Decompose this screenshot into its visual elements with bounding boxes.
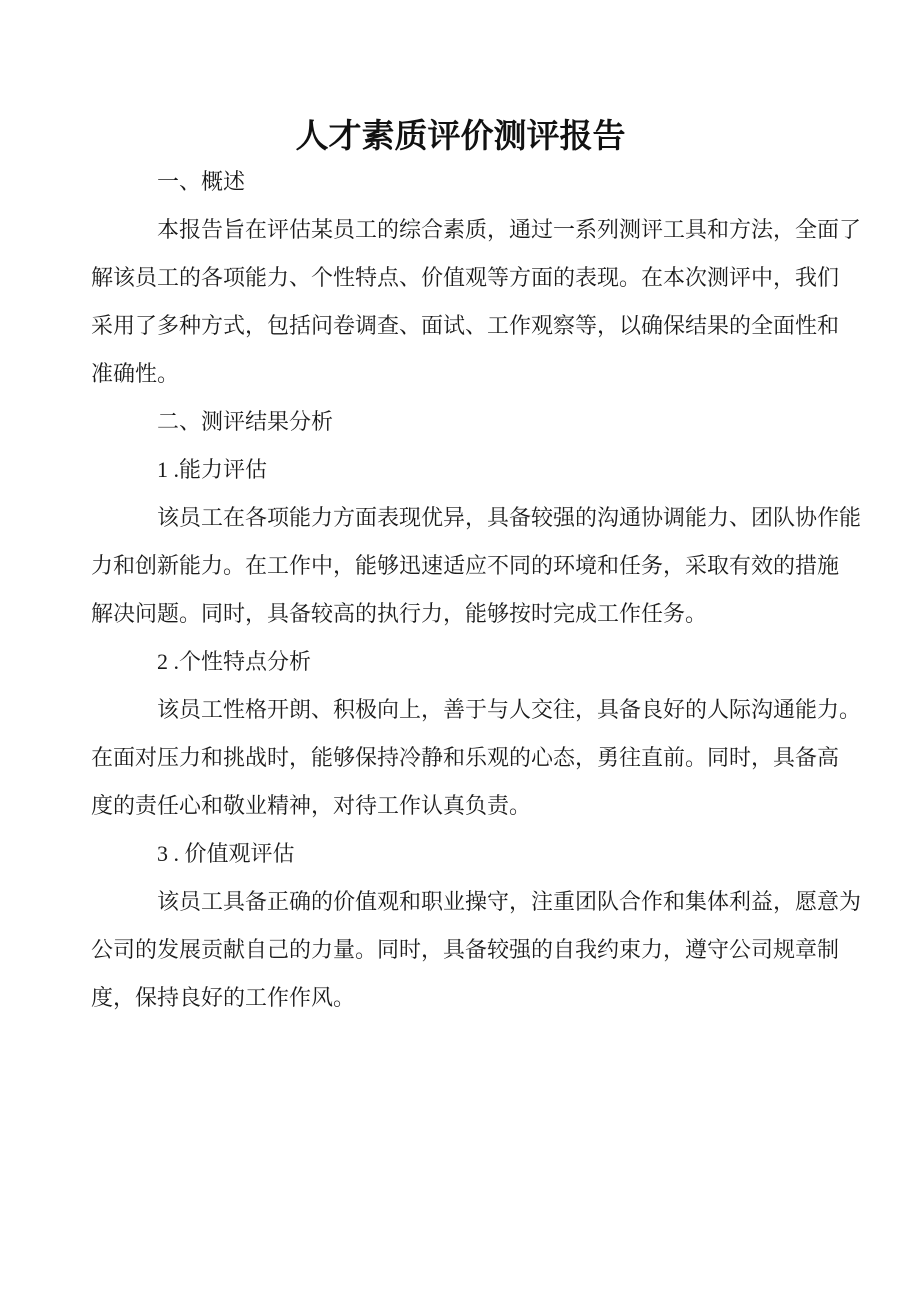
personality-paragraph-line-2: 在面对压力和挑战时，能够保持冷静和乐观的心态，勇往直前。同时，具备高 xyxy=(91,745,840,770)
heading-overview: 一、概述 xyxy=(157,169,246,194)
heading-results-analysis: 二、测评结果分析 xyxy=(157,409,334,434)
personality-paragraph-line-1: 该员工性格开朗、积极向上，善于与人交往，具备良好的人际沟通能力。 xyxy=(157,697,862,722)
subheading-ability-evaluation: 1 .能力评估 xyxy=(157,457,268,482)
ability-paragraph-line-1: 该员工在各项能力方面表现优异，具备较强的沟通协调能力、团队协作能 xyxy=(157,505,862,530)
overview-paragraph-line-1: 本报告旨在评估某员工的综合素质，通过一系列测评工具和方法，全面了 xyxy=(157,217,862,242)
personality-paragraph-line-3: 度的责任心和敬业精神，对待工作认真负责。 xyxy=(91,793,532,818)
overview-paragraph-line-4: 准确性。 xyxy=(91,361,180,386)
values-paragraph-line-2: 公司的发展贡献自己的力量。同时，具备较强的自我约束力，遵守公司规章制 xyxy=(91,937,840,962)
overview-paragraph-line-2: 解该员工的各项能力、个性特点、价值观等方面的表现。在本次测评中，我们 xyxy=(91,265,840,290)
ability-paragraph-line-2: 力和创新能力。在工作中，能够迅速适应不同的环境和任务，采取有效的措施 xyxy=(91,553,840,578)
overview-paragraph-line-3: 采用了多种方式，包括问卷调查、面试、工作观察等，以确保结果的全面性和 xyxy=(91,313,840,338)
ability-paragraph-line-3: 解决问题。同时，具备较高的执行力，能够按时完成工作任务。 xyxy=(91,601,708,626)
subheading-values-evaluation: 3 . 价值观评估 xyxy=(157,841,295,866)
values-paragraph-line-1: 该员工具备正确的价值观和职业操守，注重团队合作和集体利益，愿意为 xyxy=(157,889,862,914)
subheading-personality-analysis: 2 .个性特点分析 xyxy=(157,649,312,674)
document-title: 人才素质评价测评报告 xyxy=(295,117,626,154)
values-paragraph-line-3: 度，保持良好的工作作风。 xyxy=(91,985,356,1010)
